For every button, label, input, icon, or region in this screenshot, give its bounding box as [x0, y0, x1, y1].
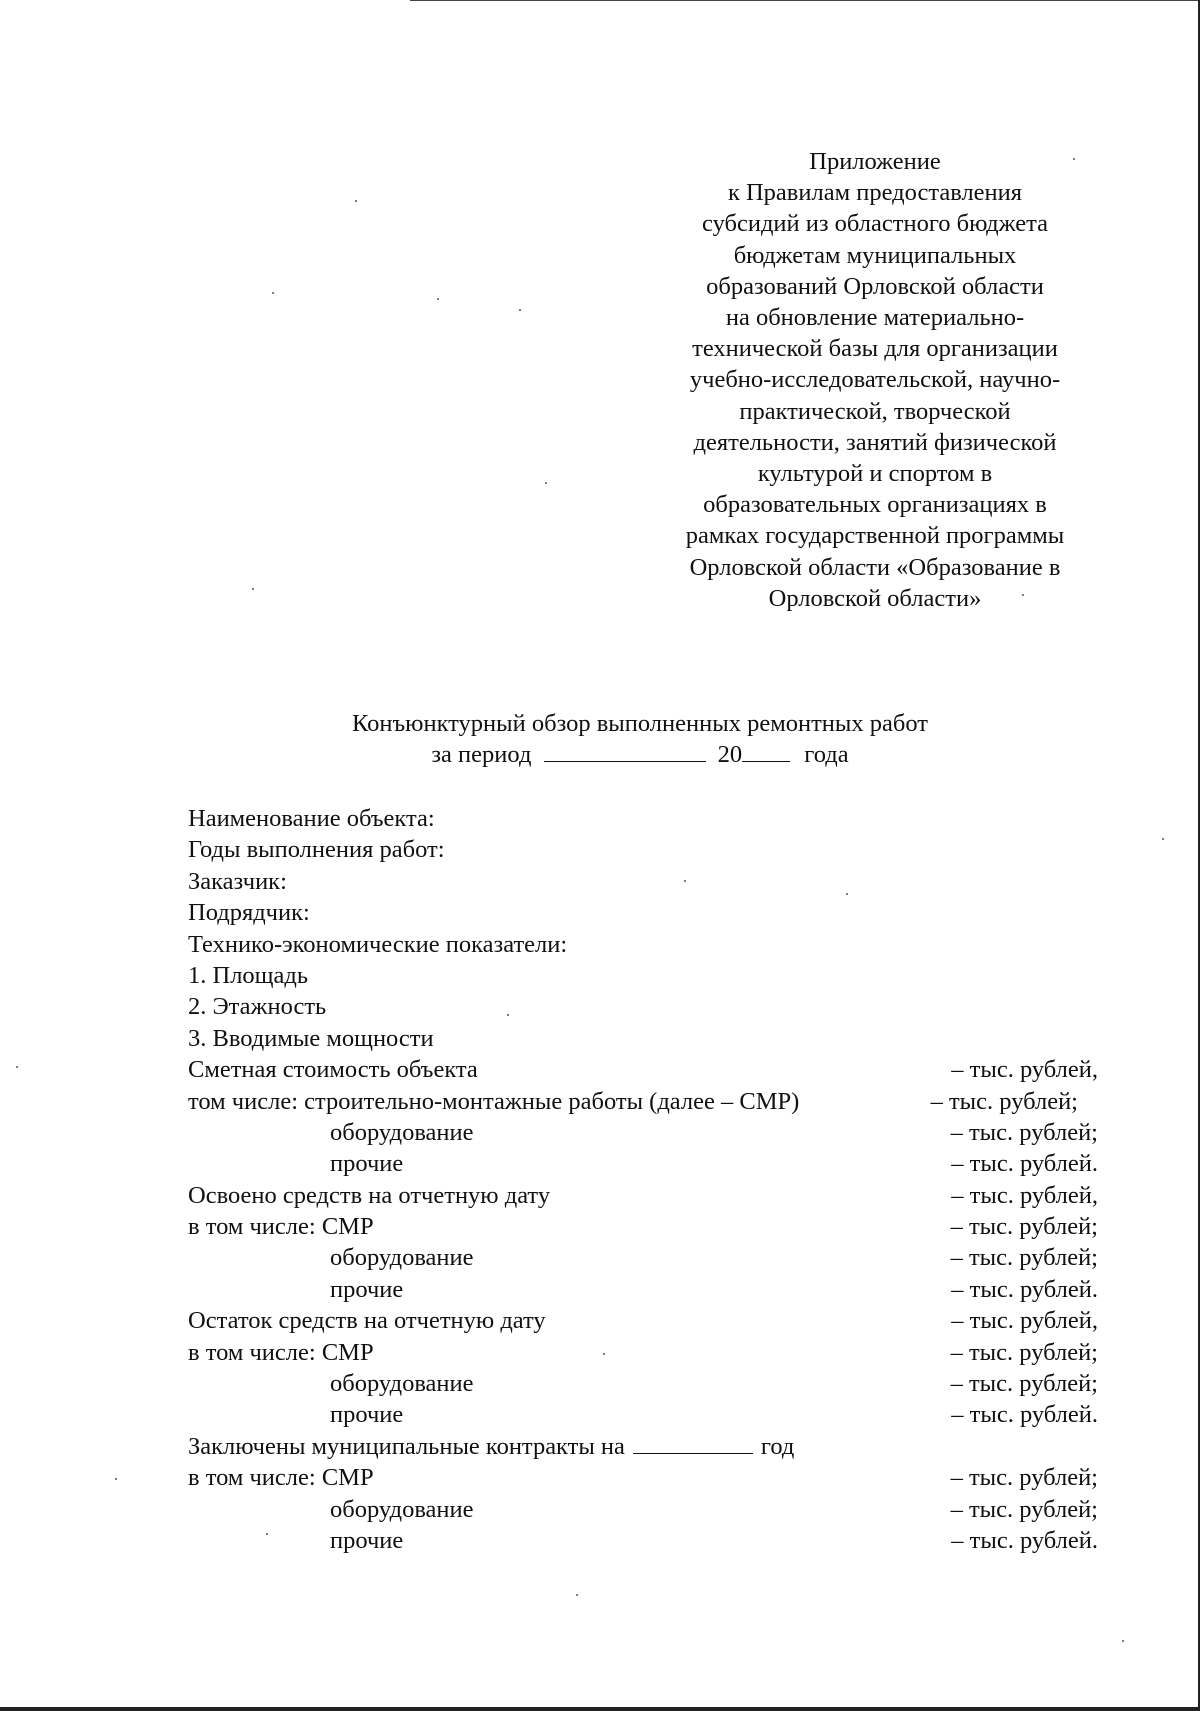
appendix-line: Орловской области»	[768, 584, 982, 612]
scan-speck	[272, 292, 274, 294]
cost-label: оборудование	[330, 1495, 474, 1523]
cost-amount: – тыс. рублей;	[950, 1118, 1098, 1146]
field-label: 3. Вводимые мощности	[188, 1024, 434, 1052]
contracts-label-suffix: год	[760, 1432, 795, 1460]
field-row	[188, 1023, 1098, 1054]
field-label: 1. Площадь	[188, 961, 309, 989]
field-row	[188, 803, 1098, 834]
scan-speck	[519, 309, 521, 311]
cost-label: прочие	[330, 1275, 404, 1303]
appendix-line: культурой и спортом в	[757, 460, 993, 488]
cost-amount: – тыс. рублей,	[951, 1056, 1098, 1084]
cost-row	[188, 1242, 1098, 1273]
cost-amount: – тыс. рублей,	[951, 1307, 1098, 1335]
cost-label: оборудование	[330, 1370, 474, 1398]
contracts-label-prefix: Заключены муниципальные контракты на	[188, 1432, 625, 1460]
cost-label: в том числе: СМР	[188, 1464, 374, 1492]
cost-amount: – тыс. рублей;	[950, 1244, 1098, 1272]
report-body	[188, 803, 1098, 1556]
cost-label: оборудование	[330, 1244, 474, 1272]
field-row	[188, 991, 1098, 1022]
period-blank	[544, 739, 706, 762]
field-label: 2. Этажность	[188, 993, 327, 1021]
cost-label: Освоено средств на отчетную дату	[188, 1181, 551, 1209]
contracts-year-blank	[633, 1431, 753, 1454]
appendix-line: бюджетам муниципальных	[733, 241, 1017, 269]
contract-rows	[188, 1462, 1098, 1556]
appendix-header	[640, 146, 1110, 614]
scan-speck	[545, 482, 547, 484]
appendix-line: рамках государственной программы	[685, 522, 1065, 550]
appendix-line: технической базы для организации	[692, 335, 1058, 363]
cost-row	[188, 1525, 1098, 1556]
appendix-line: практической, творческой	[739, 397, 1011, 425]
cost-amount: – тыс. рублей;	[950, 1464, 1098, 1492]
field-label: Заказчик:	[188, 867, 287, 895]
cost-amount: – тыс. рублей.	[951, 1401, 1098, 1429]
cost-amount: – тыс. рублей.	[951, 1150, 1098, 1178]
cost-amount: – тыс. рублей;	[930, 1087, 1078, 1115]
cost-label: прочие	[330, 1526, 404, 1554]
field-label: Подрядчик:	[188, 899, 310, 927]
year-suffix: года	[804, 741, 849, 768]
field-row	[188, 960, 1098, 991]
appendix-line: к Правилам предоставления	[727, 179, 1023, 207]
cost-row	[188, 1148, 1098, 1179]
appendix-line: деятельности, занятий физической	[693, 428, 1057, 456]
title-line: Конъюнктурный обзор выполненных ремонтных работ	[352, 710, 928, 737]
appendix-line: учебно-исследовательской, научно-	[689, 366, 1061, 394]
scan-speck	[16, 1066, 18, 1068]
cost-amount: – тыс. рублей;	[950, 1370, 1098, 1398]
scan-edge-top	[410, 0, 1200, 1]
cost-rows	[188, 1054, 1098, 1431]
object-fields	[188, 803, 1098, 1054]
appendix-line: образовательных организациях в	[703, 491, 1047, 519]
appendix-line: на обновление материально-	[725, 304, 1025, 332]
field-row	[188, 929, 1098, 960]
cost-row	[188, 1274, 1098, 1305]
cost-row	[188, 1494, 1098, 1525]
year-blank	[742, 739, 790, 762]
appendix-line: Орловской области «Образование в	[689, 553, 1061, 581]
cost-label: Сметная стоимость объекта	[188, 1056, 478, 1084]
scan-edge-bottom	[0, 1707, 1200, 1711]
cost-amount: – тыс. рублей.	[951, 1275, 1098, 1303]
year-prefix: 20	[717, 741, 743, 768]
scan-speck	[437, 298, 439, 300]
field-label: Годы выполнения работ:	[188, 836, 445, 864]
scan-speck	[355, 200, 357, 202]
cost-label: в том числе: СМР	[188, 1338, 374, 1366]
contracts-label	[188, 1431, 794, 1462]
cost-row	[188, 1180, 1098, 1211]
cost-label: прочие	[330, 1401, 404, 1429]
field-row	[188, 866, 1098, 897]
cost-row	[188, 1368, 1098, 1399]
scan-speck	[252, 588, 254, 590]
cost-amount: – тыс. рублей,	[951, 1181, 1098, 1209]
cost-label: в том числе: СМР	[188, 1213, 374, 1241]
cost-amount: – тыс. рублей;	[950, 1495, 1098, 1523]
cost-label: прочие	[330, 1150, 404, 1178]
field-label: Наименование объекта:	[188, 805, 435, 832]
scan-speck	[1162, 838, 1164, 840]
appendix-line: субсидий из областного бюджета	[702, 210, 1048, 238]
cost-label: Остаток средств на отчетную дату	[188, 1307, 546, 1335]
scan-speck	[576, 1594, 578, 1596]
cost-amount: – тыс. рублей;	[950, 1338, 1098, 1366]
cost-row	[188, 1054, 1098, 1085]
cost-row	[188, 1117, 1098, 1148]
cost-row	[188, 1337, 1098, 1368]
cost-row	[188, 1305, 1098, 1336]
period-prefix: за период	[431, 741, 532, 768]
appendix-line: Приложение	[809, 148, 941, 175]
cost-label: оборудование	[330, 1118, 474, 1146]
scan-speck	[1122, 1640, 1124, 1642]
scan-speck	[115, 1478, 117, 1480]
cost-amount: – тыс. рублей.	[951, 1526, 1098, 1554]
cost-row	[188, 1399, 1098, 1430]
title-period-line	[240, 739, 1040, 770]
field-label: Технико-экономические показатели:	[188, 930, 568, 958]
cost-amount: – тыс. рублей;	[950, 1213, 1098, 1241]
cost-label: том числе: строительно-монтажные работы (далее – СМР)	[188, 1087, 800, 1115]
appendix-line: образований Орловской области	[706, 272, 1044, 300]
cost-row	[188, 1211, 1098, 1242]
field-row	[188, 834, 1098, 865]
document-title	[240, 708, 1040, 770]
field-row	[188, 897, 1098, 928]
cost-row	[188, 1462, 1098, 1493]
contracts-row	[188, 1431, 1098, 1462]
cost-row	[188, 1086, 1098, 1117]
